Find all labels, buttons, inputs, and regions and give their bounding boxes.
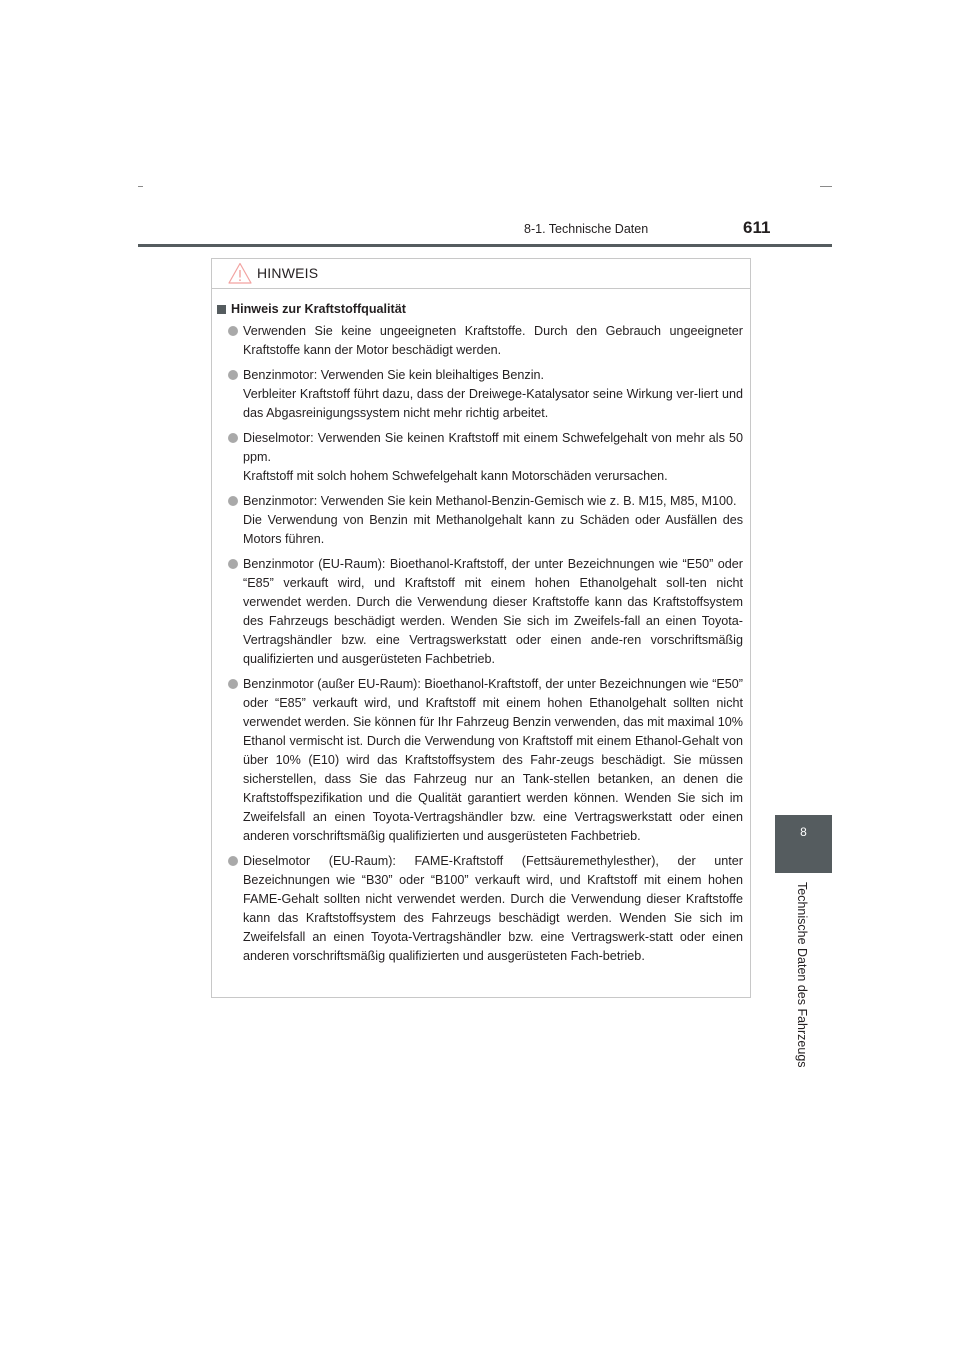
section-label: 8-1. Technische Daten (524, 222, 649, 236)
chapter-number: 8 (800, 825, 807, 839)
notice-box (211, 258, 751, 998)
bullet-paragraph: Dieselmotor (EU-Raum): FAME-Kraftstoff (Fettsäuremethylesther), der unter Bezeichnungen wie “B30” oder “B100” verkauft wird, und Kraftstoff mit einem hohen FAME-Gehalt sollten nicht verwendet werden. Durch die Verwendung dieser Kraftstoffe kann das Kraftstoffsystem des Fahrzeugs beschädigt werden. Wenden Sie sich im Zweifelsfall an einen Toyota-Vertragshändler bzw. eine Vertragswerk-statt oder einen anderen vorschriftsmäßig qualifizierten und ausgerüsteten Fach-betrieb. (243, 854, 743, 963)
bullet-paragraph: Benzinmotor: Verwenden Sie kein bleihaltiges Benzin. (243, 368, 545, 382)
notice-body (212, 289, 750, 966)
bullet-paragraph: Benzinmotor: Verwenden Sie kein Methanol-Benzin-Gemisch wie z. B. M15, M85, M100. (243, 494, 737, 508)
round-bullet-icon (228, 433, 238, 443)
bullet-paragraph: Dieselmotor: Verwenden Sie keinen Kraftstoff mit einem Schwefelgehalt von mehr als 50 ppm. (243, 431, 743, 464)
chapter-title: Technische Daten des Fahrzeugs (795, 882, 809, 1068)
bullet-item (217, 429, 743, 486)
chapter-tab (775, 815, 832, 873)
bullet-item (217, 366, 743, 423)
crop-mark-right (820, 186, 832, 187)
notice-header (212, 259, 750, 289)
bullet-item (217, 322, 743, 360)
round-bullet-icon (228, 370, 238, 380)
bullet-paragraph: Benzinmotor (außer EU-Raum): Bioethanol-Kraftstoff, der unter Bezeichnungen wie “E50” oder “E85” verkauft wird, und Kraftstoff mit einem hohen Ethanolgehalt sollten nicht verwendet werden. Sie können für Ihr Fahrzeug Benzin verwenden, das mit maximal 10% Ethanol vermischt ist. Durch die Verwendung von Kraftstoff mit einem Ethanol-Gehalt von über 10% (E10) wird das Kraftstoffsystem des Fahr-zeugs beschädigt. Sie müssen sicherstellen, dass Sie das Fahrzeug nur an Tank-stellen betanken, an denen die Kraftstoffspezifikation und die Qualität garantiert werden können. Wenden Sie sich im Zweifelsfall an einen Toyota-Vertragshändler bzw. eine Vertragswerkstatt oder einen anderen vorschriftsmäßig qualifizierten und ausgerüsteten Fachbetrieb. (243, 677, 743, 843)
round-bullet-icon (228, 326, 238, 336)
bullet-paragraph: Verwenden Sie keine ungeeigneten Kraftstoffe. Durch den Gebrauch ungeeigneter Kraftstoffe kann der Motor beschädigt werden. (243, 324, 743, 357)
round-bullet-icon (228, 679, 238, 689)
bullet-paragraph: Benzinmotor (EU-Raum): Bioethanol-Kraftstoff, der unter Bezeichnungen wie “E50” oder “E85” verkauft wird, und Kraftstoff mit einem hohen Ethanolgehalt soll-ten nicht verwendet werden. Durch die Verwendung dieser Kraftstoffe kann das Kraftstoffsystem des Fahrzeugs beschädigt werden. Wenden Sie sich im Zweifels-fall an einen Toyota-Vertragshändler bzw. eine Vertragswerkstatt oder einen ande-ren vorschriftsmäßig qualifizierten und ausgerüsteten Fachbetrieb. (243, 557, 743, 666)
bullet-paragraph: Die Verwendung von Benzin mit Methanolgehalt kann zu Schäden oder Ausfällen des Motors führen. (243, 513, 743, 546)
warning-triangle-icon (228, 262, 252, 284)
round-bullet-icon (228, 856, 238, 866)
header-rule (138, 244, 832, 247)
page-number: 611 (743, 218, 771, 237)
bullet-paragraph: Verbleiter Kraftstoff führt dazu, dass der Dreiwege-Katalysator seine Wirkung ver-liert und das Abgasreinigungssystem nicht mehr richtig arbeitet. (243, 387, 743, 420)
bullet-item (217, 492, 743, 549)
round-bullet-icon (228, 496, 238, 506)
bullet-paragraph: Kraftstoff mit solch hohem Schwefelgehalt kann Motorschäden verursachen. (243, 469, 668, 483)
square-bullet-icon (217, 305, 226, 314)
notice-title: HINWEIS (257, 265, 319, 281)
notice-heading-text: Hinweis zur Kraftstoffqualität (231, 302, 406, 316)
bullet-item (217, 852, 743, 966)
bullet-item (217, 555, 743, 669)
bullet-list (217, 322, 743, 966)
bullet-item (217, 675, 743, 846)
round-bullet-icon (228, 559, 238, 569)
notice-heading (217, 300, 743, 319)
crop-mark-left (138, 186, 143, 187)
